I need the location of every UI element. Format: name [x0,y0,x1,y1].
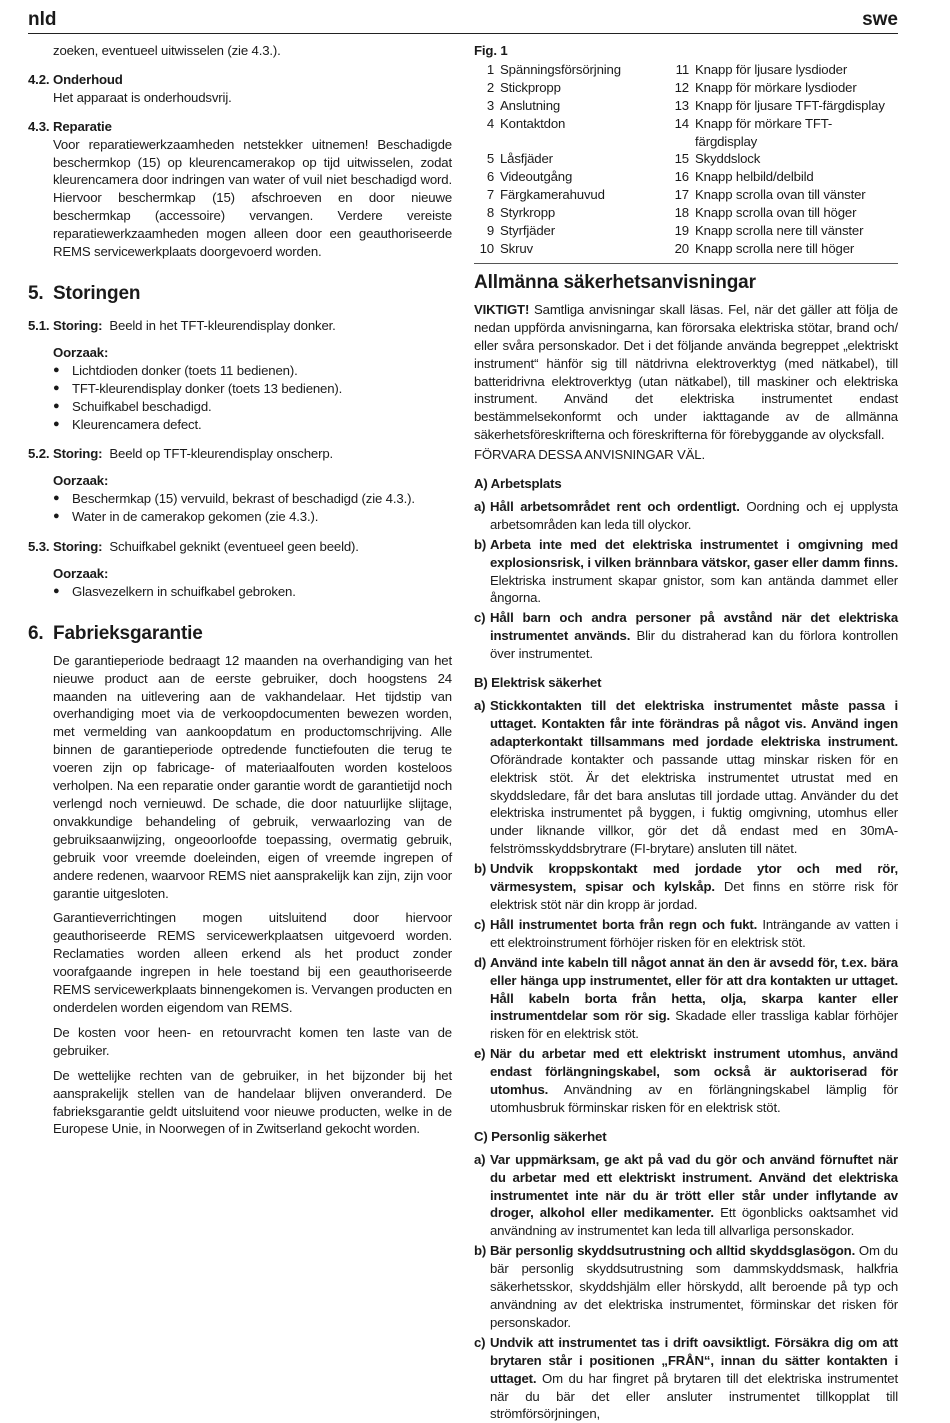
section-4-3 [28,118,452,261]
legend-label: Knapp helbild/delbild [695,169,814,185]
cause-label: Oorzaak: [53,473,109,489]
section-number: 5.1. [28,317,50,333]
legend-number: 10 [479,240,494,256]
legend-number: 4 [486,115,494,131]
list-item: ● Lichtdioden donker (toets 11 bedienen). [53,362,452,380]
item-letter: a) [474,698,486,713]
item-text: Elektriska instrument skapar gnistor, som kan antända dammet eller ångorna. [490,572,898,606]
legend-label: Knapp för ljusare TFT-färgdisplay [695,97,885,113]
heading-title: Fabrieksgarantie [53,622,203,644]
legend-label: Styrkropp [500,205,556,221]
list-item: ● Kleurencamera defect. [53,416,452,434]
storing-text: Beeld in het TFT-kleurendisplay donker. [109,317,336,333]
legend-number: 15 [674,151,689,167]
section-4-2 [28,71,452,107]
list-item: ● Water in de camerakop gekomen (zie 4.3.). [53,508,452,526]
legend-number: 16 [674,169,689,185]
cause-list [28,362,452,434]
list-item: ● Beschermkap (15) vervuild, bekrast of beschadigd (zie 4.3.). [53,490,452,508]
section-title: C) Personlig säkerhet [474,1128,607,1144]
cause-list [28,490,452,526]
item-text: Användning av en förlängningskabel lämplig för utomhusbruk förminskar risken för en elektrisk stöt. [490,1082,898,1115]
figure-title: Fig. 1 [474,43,508,58]
legend-number: 7 [486,187,494,203]
list-item [474,860,898,914]
paragraph: De kosten voor heen- en retourvracht komen ten laste van de gebruiker. [53,1024,452,1058]
item-text: Blir du distraherad kan du förlora kontrollen över instrumentet. [490,628,899,662]
legend-label: Anslutning [500,97,561,113]
legend-label: Styrfjäder [500,223,555,239]
list-item: ● TFT-kleurendisplay donker (toets 13 bedienen). [53,380,452,398]
section-text: Het apparaat is onderhoudsvrij. [53,89,232,105]
cause-list [28,583,452,601]
legend-label: Knapp scrolla nere till vänster [695,223,864,239]
list-item [474,609,898,663]
legend-label: Färgkamerahuvud [500,187,605,203]
item-bold-text: Undvik kroppskontakt med jordade ytor och med rör, värmesystem, spisar och kylskåp. [490,861,898,895]
legend-number: 9 [486,223,494,239]
legend-number: 20 [674,240,689,256]
intro-text: Samtliga anvisningar skall läsas. Fel, när det gäller att följa de nedan uppförda anvisningarna, kan förorsaka elektriska stötar, brand och/ eller svåra personskador. Det i det följande använda begreppet „elektriskt instrument“ hänför sig till nätdrivna elektroverktyg (med nätkabel), till batteridrivna elektroverktyg (utan nätkabel), till maskiner och elektriska instrument. Använd det elektriska instrumentet endast bestämmelsekonformt och under iakttagande av de allmänna säkerhetsföreskrifterna och föreskrifterna för förebyggande av olycksfall. [474,301,898,443]
storing-5-1 [28,317,452,335]
legend-label: Spänningsförsörjning [500,61,621,77]
section-title: Reparatie [53,118,112,134]
item-letter: a) [474,1151,486,1167]
item-bold-text: Håll arbetsområdet rent och ordentligt. [490,498,740,514]
list-item [474,1334,898,1423]
section-number: 4.3. [28,118,50,134]
intro-text: zoeken, eventueel uitwisselen (zie 4.3.). [53,43,281,58]
legend-label: Knapp scrolla ovan till vänster [695,187,866,203]
list-item: ● Glasvezelkern in schuifkabel gebroken. [53,583,452,601]
paragraph: De garantieperiode bedraagt 12 maanden na overhandiging van het nieuwe product aan de eerste gebruiker, doch hoogstens 24 maanden na uitlevering aan de vakhandelaar. Het tijdstip van overhandiging moet via de verkoopdocumenten bewezen worden, met vermelding van aankoopdatum en productomschrijving. Alle binnen de garantieperiode optredende functiefouten die terug te voeren zijn op fabricage- of materiaalfouten worden kosteloos verholpen. Na een reparatie onder garantie wordt de garantietijd noch verlengd noch vernieuwd. De schade, die door natuurlijke slijtage, onvakkundige behandeling of gebruik, verwaarlozing van de gebruiksaanwijzing, ongeoorloofde toepassing, overmatig gebruik, gebruik voor vreemde doeleinden, eigen of vreemde ingrepen of andere redenen, waarvoor REMS niet aansprakelijk kan zijn, zijn voor garantie uitgesloten. [53,652,452,901]
safety-sections [474,475,898,1423]
storing-label: Storing: [53,317,103,333]
legend-number: 14 [674,115,689,131]
legend-number: 5 [486,151,494,167]
legend-number: 3 [486,97,494,113]
legend-label: Stickpropp [500,79,561,95]
legend-number: 6 [486,169,494,185]
legend-label: Kontaktdon [500,115,566,131]
item-bold-text: Undvik att instrumentet tas i drift oavsiktligt. Försäkra dig om att brytaren står i positionen „FRÅN“, innan du sätter kontakten i uttaget. [490,1334,898,1386]
legend-label: Knapp för mörkare TFT-färgdisplay [695,115,833,149]
cause-label: Oorzaak: [53,565,109,581]
legend-number: 19 [674,223,689,239]
list-item [474,954,898,1044]
storing-label: Storing: [53,446,103,462]
item-text: Inträngande av vatten i ett elektroinstrument förhöjer risken för en elektrisk stöt. [490,916,899,950]
item-bold-text: Använd inte kabeln till något annat än den är avsedd för, t.ex. bära eller hänga upp instrumentet, eller för att dra kontakten ur uttaget. Håll kabeln borta från hetta, olja, skarpa kanter eller instrumentdelar som rör sig. [490,954,898,1024]
list-item: ● Schuifkabel beschadigd. [53,398,452,416]
paragraph: De wettelijke rechten van de gebruiker, in het bijzonder bij het aansprakelijk stellen van de handelaar blijven onveranderd. De fabrieksgarantie geldt uitsluitend voor nieuwe producten, welke in de Europese Unie, in Noorwegen of in Zwitserland gekocht worden. [53,1067,452,1137]
section-text: Voor reparatiewerkzaamheden netstekker uitnemen! Beschadigde beschermkop (15) op kleurencamerakop op tijd uitwisselen, zodat kleurencamera door indringen van water of vuil niet beschadigd word. Hiervoor beschermkap (15) afschroeven en door nieuwe beschermkap (accessoire) vervangen. Verdere vereiste reparatiewerkzaamheden mogen alleen door een geauthoriseerde REMS servicewerkplaats doorgevoerd worden. [53,136,452,260]
safety-heading: Allmänna säkerhetsanvisningar [474,271,756,293]
item-letter: a) [474,498,486,514]
section-title: B) Elektrisk säkerhet [474,675,602,691]
item-letter: e) [474,1046,486,1062]
item-bold-text: Bär personlig skyddsutrustning och alltid skyddsglasögon. [490,1243,856,1259]
legend-label: Låsfjäder [500,151,553,167]
heading-storingen [28,283,452,305]
section-number: 4.2. [28,71,50,87]
left-column [28,42,452,1138]
section-title: A) Arbetsplats [474,476,562,492]
right-column [474,42,898,1423]
list-item [474,916,898,952]
list-item [474,536,898,608]
item-letter: b) [474,861,487,877]
storing-5-3 [28,538,452,556]
legend-label: Skyddslock [695,151,761,167]
heading-fabrieksgarantie [28,623,452,645]
legend-label: Videoutgång [500,169,573,185]
heading-number: 5. [28,282,44,304]
item-bold-text: Stickkontakten till det elektriska instrumentet måste passa i uttaget. Kontakten får inte förändras på något vis. Använd ingen adapterkontakt tillsammans med jordade elektriska instrument. [490,698,898,749]
item-bold-text: Håll barn och andra personer på avstånd när det elektriska instrumentet används. [490,610,898,644]
item-text: Oförändrade kontakter och passande uttag minskar risken för en elektrisk stöt. Är det elektriska instrumentet utrustat med en skyddsledare, får det bara anslutas till jordade uttag. Använder du det elektriska instrumentet på byggen, i fuktig omgivning, utomhus eller under liknande villkor, gör det då endast med en 30mA-felströmsskyddsbrytrare (FI-brytare) ansluten till nätet. [490,751,898,857]
legend-rule [474,263,898,264]
cause-label: Oorzaak: [53,344,109,360]
legend-label: Knapp för mörkare lysdioder [695,79,857,95]
item-text: Oordning och ej upplysta arbetsområden kan leda till olyckor. [490,498,898,532]
legend-label: Knapp scrolla ovan till höger [695,205,857,221]
item-bold-text: Arbeta inte med det elektriska instrumentet i omgivning med explosionsrisk, i vilken brännbara vätskor, gaser eller damm finns. [490,536,898,570]
heading-title: Storingen [53,282,141,304]
list-item [474,1151,898,1241]
keep-instructions: FÖRVARA DESSA ANVISNINGAR VÄL. [474,447,705,463]
item-letter: c) [474,610,486,626]
section-number: 5.3. [28,539,50,555]
intro-paragraph [474,301,898,444]
list-item [474,1045,898,1117]
item-text: Det finns en större risk för elektrisk stöt när din kropp är jordad. [490,879,898,912]
list-item [474,498,898,534]
storing-text: Schuifkabel geknikt (eventueel geen beeld). [109,539,359,555]
item-text: Om du har fingret på brytaren till det elektriska instrumentet när du bär det eller ansluter instrumentet tillkopplat till strömförsörjningen, [490,1370,898,1422]
storing-5-2 [28,445,452,463]
item-letter: b) [474,1243,487,1259]
item-letter: b) [474,536,487,552]
legend-number: 11 [675,61,689,77]
item-bold-text: När du arbetar med ett elektriskt instrument utomhus, använd endast förlängningskabel, som också är auktoriserad för utomhus. [490,1046,898,1098]
legend-number: 2 [486,79,494,95]
legend-label: Knapp scrolla nere till höger [695,240,855,256]
item-text: Skadade eller trassliga kablar förhöjer risken för en elektrisk stöt. [490,1008,898,1042]
item-bold-text: Var uppmärksam, ge akt på vad du gör och använd förnuftet när du arbetar med ett elektriskt instrument. Använd det elektriska instrumentet inte när du är trött eller står under inflytande av droger, alkohol eller medikamenter. [490,1151,898,1221]
heading-number: 6. [28,622,44,644]
list-item [474,1242,898,1332]
language-code-right: swe [862,9,898,30]
legend-number: 13 [674,97,689,113]
header-rule [28,33,898,34]
section-number: 5.2. [28,446,50,462]
language-code-left: nld [28,9,57,30]
storing-label: Storing: [53,539,103,555]
item-letter: d) [474,954,487,970]
legend-number: 8 [486,205,494,221]
legend-number: 1 [486,61,494,77]
legend-number: 18 [674,205,689,221]
item-bold-text: Håll instrumentet borta från regn och fukt. [490,916,758,932]
item-text: Om du bär personlig skyddsutrustning som dammskyddsmask, halkfria säkerhetsskor, skyddshjälm eller hörskydd, allt beroende på typ och användning av det elektriska instrumentet, förminskar det risken för personskador. [490,1243,898,1330]
storing-text: Beeld op TFT-kleurendisplay onscherp. [109,446,334,462]
figure-legend [474,61,898,258]
item-text: Ett ögonblicks oaktsamhet vid användning av instrumentet kan leda till allvarliga personskador. [490,1205,899,1239]
paragraph: Garantieverrichtingen mogen uitsluitend door hiervoor geauthoriseerde REMS servicewerkplaatsen uitgevoerd worden. Reclamaties worden alleen erkend als het product zonder voorafgaande ingrepen in hele toestand bij een geauthoriseerde REMS servicewerkplaats binnengekomen is. Vervangen producten en onderdelen worden eigendom van REMS. [53,910,452,1015]
legend-label: Skruv [500,240,533,256]
list-item [474,697,898,858]
item-letter: c) [474,916,486,932]
section-title: Onderhoud [53,71,123,87]
legend-number: 17 [674,187,689,203]
warning-label: VIKTIGT! [474,301,530,317]
legend-number: 12 [674,79,689,95]
item-letter: c) [474,1334,486,1350]
legend-label: Knapp för ljusare lysdioder [695,61,848,77]
